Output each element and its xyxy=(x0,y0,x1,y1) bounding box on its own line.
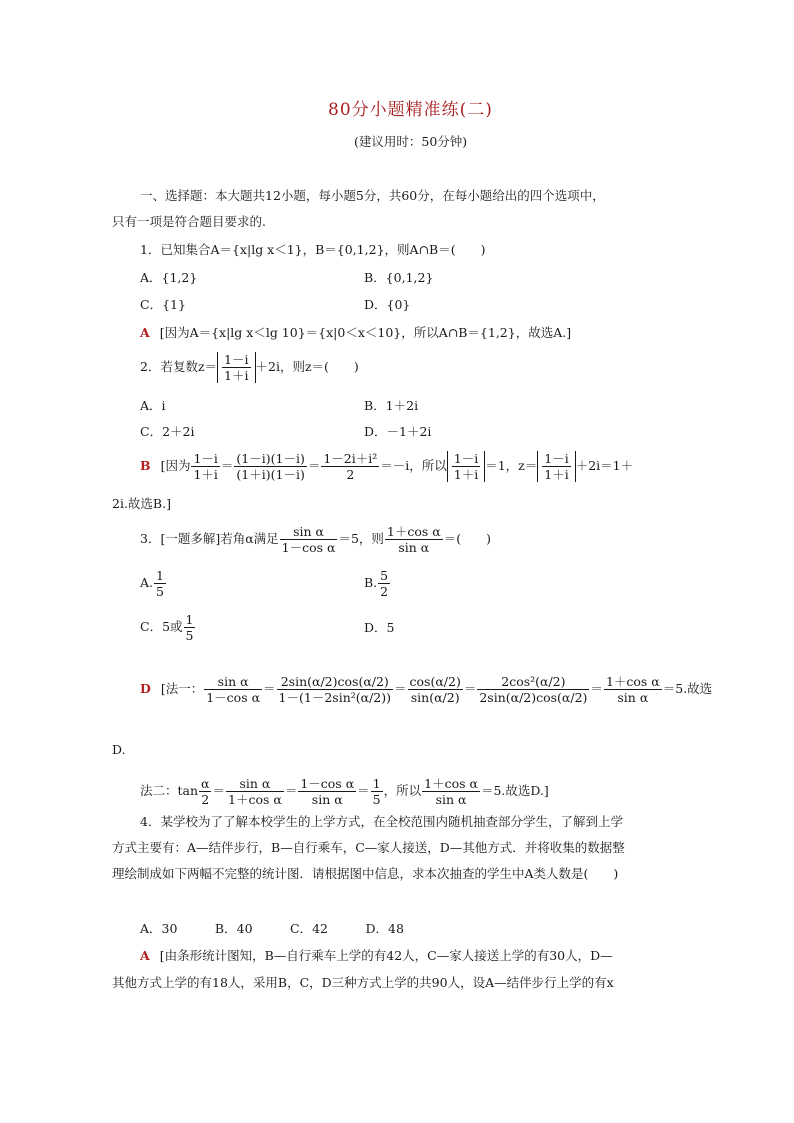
q2-fraction xyxy=(222,352,250,383)
q2-sol-eq2: ＝ xyxy=(307,458,321,473)
q1-option-c: C．{1} xyxy=(140,297,186,312)
q1-option-d: D．{0} xyxy=(364,297,411,312)
q2-sol-pre: [因为 xyxy=(160,458,191,473)
q1-stem: 1．已知集合A＝{x|lg x＜1}，B＝{0,1,2}，则A∩B＝( ) xyxy=(140,242,486,257)
q3-m2-end: ＝5.故选D.] xyxy=(480,783,549,798)
q4-line2: 方式主要有：A—结伴步行，B—自行乘车，C—家人接送，D—其他方式．并将收集的数据整 xyxy=(112,840,625,855)
q3-m2-label: 法二：tan xyxy=(140,783,199,798)
q3-m1-frac1: $\frac{\text{sin α}}{\text{1－cos α}}$ xyxy=(206,674,261,705)
q4-answer-letter: A xyxy=(140,948,150,963)
q2-solution xyxy=(140,451,633,482)
q3-option-a: A. $\frac{1}{5}$ xyxy=(140,568,164,599)
q3-m2-frac3: $\frac{1}{5}$ xyxy=(372,776,381,807)
page-title: 80分小题精准练(二) xyxy=(328,100,493,120)
q1-solution xyxy=(140,325,571,341)
q3-method1-line2: D. xyxy=(112,742,126,757)
q3-m1-end: ＝5.故选 xyxy=(662,681,713,696)
q2-sol-mid2: ＝1，z＝ xyxy=(485,458,538,473)
q2-sol-frac3: $\frac{\text{1－2i＋i²}}{2}$ xyxy=(323,451,378,482)
q3-option-b: B. $\frac{5}{2}$ xyxy=(364,568,389,599)
q2-fraction-den: 1＋i xyxy=(224,368,249,383)
q2-abs-value xyxy=(217,352,255,383)
q3-stem-mid: ＝5，则 xyxy=(338,531,384,546)
q3-m1-frac3: $\frac{\cos(\alpha/2)}{\sin(\alpha/2)}$ xyxy=(409,674,461,705)
q3-m2-frac1: $\frac{\text{sin α}}{\text{1＋cos α}}$ xyxy=(228,776,282,807)
q3-target-frac: $\frac{\text{1＋cos α}}{\text{sin α}}$ xyxy=(386,524,441,555)
q4-solution-text1: [由条形统计图知，B—自行乘车上学的有42人，C—家人接送上学的有30人，D— xyxy=(159,948,613,963)
q2-sol-abs1: $\frac{1-i}{1+i}$ xyxy=(447,451,485,482)
q1-solution-text: [因为A＝{x|lg x＜lg 10}＝{x|0＜x＜10}，所以A∩B＝{1,2}，故选A.] xyxy=(159,325,572,340)
q3-m2-frac4: $\frac{\text{1＋cos α}}{\text{sin α}}$ xyxy=(424,776,478,807)
q1-answer-letter: A xyxy=(140,325,150,340)
q3-m1-label: [法一： xyxy=(160,681,204,696)
q3-m2-mid: ，所以 xyxy=(383,783,422,798)
page-subtitle: (建议用时：50分钟) xyxy=(354,134,468,149)
q2-sol-frac1: $\frac{1-i}{1+i}$ xyxy=(193,451,218,482)
q3-answer-letter: D xyxy=(140,681,151,696)
q2-option-c: C．2＋2i xyxy=(140,424,195,439)
q2-stem xyxy=(140,352,359,383)
q2-sol-mid: ＝－i，所以 xyxy=(380,458,447,473)
q2-option-a: A．i xyxy=(140,398,166,413)
q1-option-a: A．{1,2} xyxy=(140,270,198,285)
q4-line1: 4．某学校为了了解本校学生的上学方式，在全校范围内随机抽查部分学生，了解到上学 xyxy=(140,814,623,829)
q4-solution-line1 xyxy=(140,948,613,964)
q2-sol-end: ＋2i＝1＋ xyxy=(575,458,634,473)
q3-m1-frac2: $\frac{2\sin(\alpha/2)\cos(\alpha/2)}{\text{1－(1－2sin²(α/2))}}$ xyxy=(278,674,391,705)
q3-option-d: D．5 xyxy=(364,620,395,635)
q3-m1-frac4: $\frac{\text{2cos²(α/2)}}{2\sin(\alpha/2)\cos(\alpha/2)}$ xyxy=(479,674,588,705)
section-intro-line1: 一、选择题：本大题共12小题，每小题5分，共60分，在每小题给出的四个选项中， xyxy=(140,188,605,203)
q2-solution-line2: 2i.故选B.] xyxy=(112,496,171,511)
q3-m1-frac5: $\frac{\text{1＋cos α}}{\text{sin α}}$ xyxy=(605,674,660,705)
q3-m2-half: $\frac{\alpha}{2}$ xyxy=(201,776,210,807)
q3-m2-frac2: $\frac{\text{1－cos α}}{\text{sin α}}$ xyxy=(300,776,355,807)
q4-line3: 理绘制成如下两幅不完整的统计图．请根据图中信息，求本次抽查的学生中A类人数是( ) xyxy=(112,866,619,881)
q2-sol-abs2: $\frac{1-i}{1+i}$ xyxy=(537,451,575,482)
q3-option-c: C．5或 $\frac{1}{5}$ xyxy=(140,612,194,643)
q4-options: A．30 B．40 C．42 D．48 xyxy=(140,921,404,936)
q1-option-b: B．{0,1,2} xyxy=(364,270,434,285)
q2-answer-letter: B xyxy=(140,458,151,473)
q3-method1: D [法一： $\frac{\text{sin α}}{\text{1－cos α}}$ ＝ $\frac{2\sin(\alpha/2)\cos(\alpha/2)}{\text{1－(1－2sin²(α/2))}}$ ＝ $\frac{\cos(\alpha/2)}{\sin(\alpha/2)}$ ＝ $\frac{\text{2cos²(α/2)}}{2\sin(\alpha/2)\cos(\alpha/2)}$ ＝ $\frac{\text{1＋cos α}}{\text{sin α}}$ ＝5.故选 xyxy=(140,674,713,705)
section-intro-line2: 只有一项是符合题目要求的. xyxy=(112,214,266,229)
q3-stem-post: ＝( ) xyxy=(443,531,491,546)
q2-option-d: D．－1＋2i xyxy=(364,424,432,439)
q2-stem-post: ＋2i，则z＝( ) xyxy=(255,359,359,374)
q2-option-b: B．1＋2i xyxy=(364,398,419,413)
q2-stem-pre: 2．若复数z＝ xyxy=(140,359,218,374)
q3-method2: 法二：tan $\frac{\alpha}{2}$ ＝ $\frac{\text{sin α}}{\text{1＋cos α}}$ ＝ $\frac{\text{1－cos α}}{\text{sin α}}$ ＝ $\frac{1}{5}$ ，所以 $\frac{\text{1＋cos α}}{\text{sin α}}$ ＝5.故选D.] xyxy=(140,776,549,807)
q3-stem xyxy=(140,524,491,555)
q3-cond-frac: $\frac{\text{sin α}}{\text{1－cos α}}$ xyxy=(281,524,336,555)
q4-solution-line2: 其他方式上学的有18人，采用B，C，D三种方式上学的共90人，设A—结伴步行上学的有x xyxy=(112,975,614,990)
q2-sol-frac2: $\frac{(1-i)(1-i)}{(1+i)(1-i)}$ xyxy=(236,451,305,482)
q3-stem-pre: 3．[一题多解]若角α满足 xyxy=(140,531,279,546)
q2-fraction-num: 1－i xyxy=(224,352,249,367)
q2-sol-eq1: ＝ xyxy=(220,458,234,473)
